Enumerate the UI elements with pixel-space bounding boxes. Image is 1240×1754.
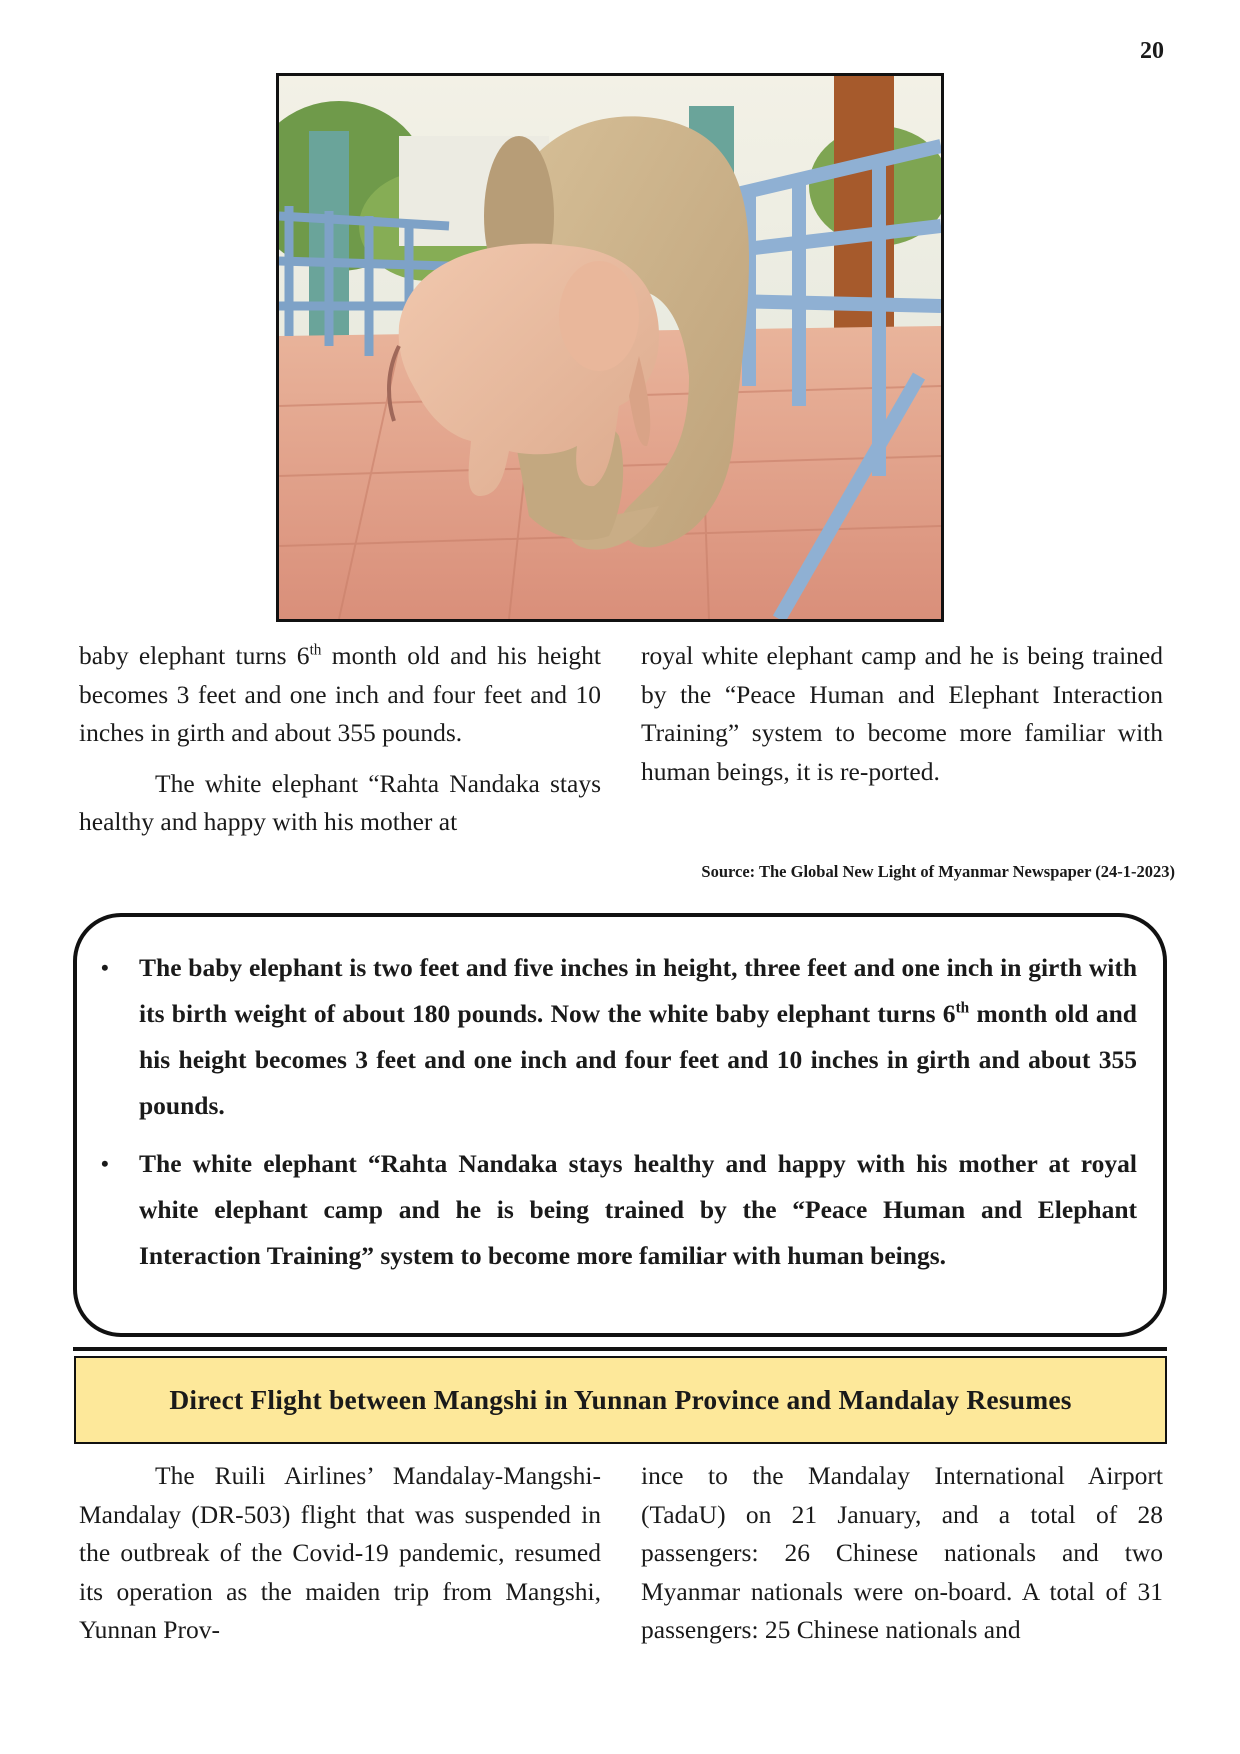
- article2-paragraph: The Ruili Airlines’ Mandalay-Mangshi-Mandalay (DR-503) flight that was suspended in the outbreak of the Covid-19 pandemic, resumed its operation as the maiden trip from Mangshi, Yunnan Prov-: [79, 1461, 601, 1644]
- summary-item: • The white elephant “Rahta Nandaka stays healthy and happy with his mother at royal white elephant camp and he is being trained by the “Peace Human and Elephant Interaction Training” system to become more familiar with human beings.: [139, 1141, 1137, 1279]
- article2-paragraph: ince to the Mandalay International Airport (TadaU) on 21 January, and a total of 28 passengers: 26 Chinese nationals and two Myanmar nationals were on-board. A total of 31 passengers: 25 Chinese nationals and: [641, 1461, 1163, 1644]
- article1-left-column: [79, 637, 601, 842]
- elephant-photo-illustration: [279, 76, 941, 619]
- article1-paragraph: baby elephant turns 6th month old and his height becomes 3 feet and one inch and four feet and 10 inches in girth and about 355 pounds.: [79, 641, 601, 747]
- summary-list: [77, 917, 1163, 1279]
- article1-paragraph: The white elephant “Rahta Nandaka stays healthy and happy with his mother at: [79, 768, 601, 836]
- page-number: 20: [1140, 38, 1164, 64]
- article1-right-column: [641, 637, 1163, 791]
- summary-item: • The baby elephant is two feet and five inches in height, three feet and one inch in girth with its birth weight of about 180 pounds. Now the white baby elephant turns 6th month old and his height becomes 3 feet and one inch and four feet and 10 inches in girth and about 355 pounds.: [139, 945, 1137, 1129]
- summary-box: [73, 913, 1167, 1337]
- headline-box: [74, 1356, 1167, 1444]
- article1-paragraph: royal white elephant camp and he is being trained by the “Peace Human and Elephant Interaction Training” system to become more familiar with human beings, it is re-ported.: [641, 641, 1163, 786]
- article2-right-column: [641, 1457, 1163, 1650]
- bullet-icon: •: [101, 1151, 109, 1176]
- elephant-photo: [276, 73, 944, 622]
- article2-left-column: [79, 1457, 601, 1650]
- section-divider: [73, 1347, 1167, 1351]
- bullet-icon: •: [101, 955, 109, 980]
- article2-headline: Direct Flight between Mangshi in Yunnan Province and Mandalay Resumes: [169, 1384, 1072, 1415]
- source-citation: Source: The Global New Light of Myanmar Newspaper (24-1-2023): [701, 862, 1175, 881]
